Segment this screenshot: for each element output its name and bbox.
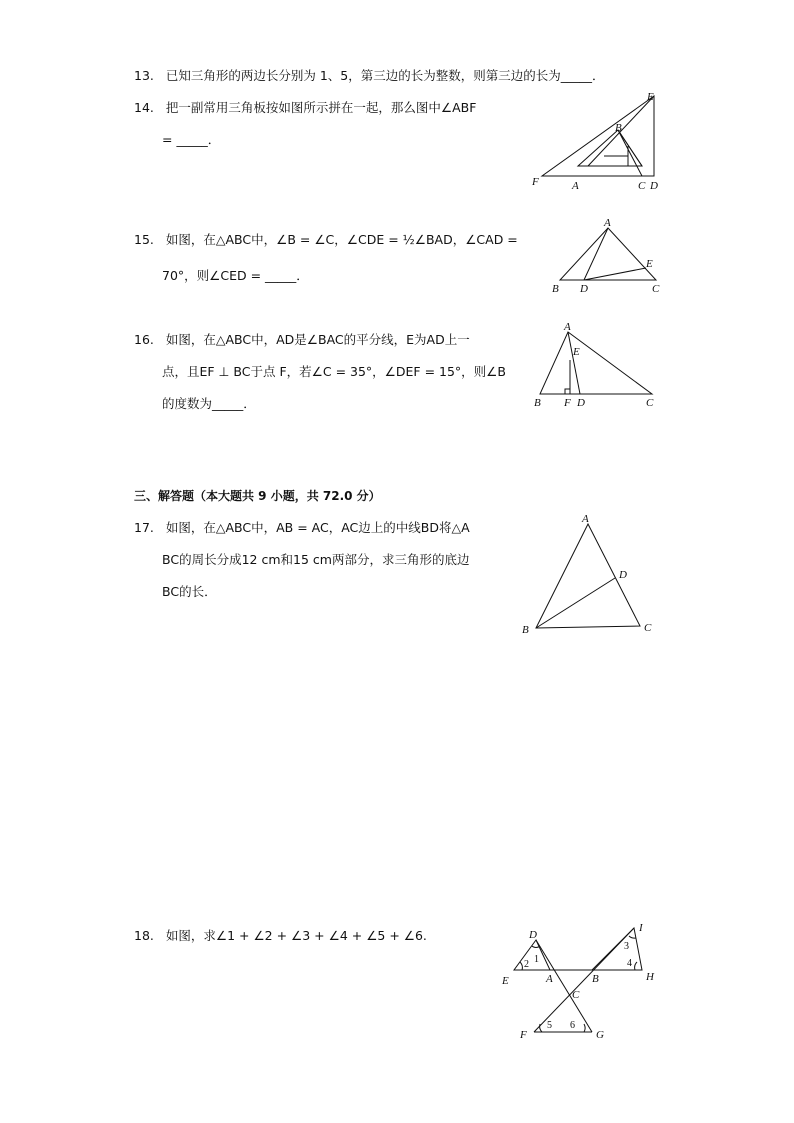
question-15 [134, 232, 518, 248]
median-bd [536, 578, 615, 628]
triangle-abc [560, 228, 656, 280]
label-A: A [604, 217, 611, 229]
question-text: 如图，在△ABC中，AD是∠BAC的平分线，E为AD上一 [165, 332, 470, 347]
question-text: 已知三角形的两边长分别为 1、5，第三边的长为整数，则第三边的长为_____． [165, 68, 605, 83]
question-number: 15. [134, 232, 154, 247]
label-C: C [646, 397, 654, 409]
question-17-line3 [162, 584, 217, 600]
segment [618, 130, 642, 166]
label-3: 3 [624, 941, 629, 952]
angle-arc-4 [635, 962, 637, 970]
segment [618, 130, 642, 176]
label-H: H [646, 971, 654, 983]
angle-arc-3 [629, 936, 636, 938]
question-number: 14. [134, 100, 154, 115]
question-16-line2 [162, 364, 506, 380]
label-F: F [532, 176, 539, 188]
label-E: E [647, 91, 654, 103]
label-D: D [529, 929, 537, 941]
question-number: 18. [134, 928, 154, 943]
label-B: B [615, 122, 622, 134]
question-number: 13. [134, 68, 154, 83]
right-angle-mark [565, 389, 570, 394]
question-13 [134, 68, 605, 84]
question-18 [134, 928, 427, 944]
label-D: D [619, 569, 627, 581]
question-text: 的度数为_____． [162, 396, 256, 411]
segment-ad [584, 228, 608, 280]
question-text: 把一副常用三角板按如图所示拼在一起，那么图中∠ABF [165, 100, 477, 115]
label-D: D [580, 283, 588, 295]
label-F: F [520, 1029, 527, 1041]
label-B: B [592, 973, 599, 985]
label-C: C [638, 180, 646, 192]
question-17 [134, 520, 470, 536]
label-E: E [573, 346, 580, 358]
angle-arc-2 [520, 962, 522, 970]
label-F: F [564, 397, 571, 409]
label-C: C [644, 622, 652, 634]
question-text: 如图，在△ABC中，AB = AC，AC边上的中线BD将△A [165, 520, 470, 535]
label-C: C [652, 283, 660, 295]
label-A: A [572, 180, 579, 192]
question-14 [134, 100, 476, 116]
question-16-line3 [162, 396, 256, 412]
question-text: BC的周长分成12 cm和15 cm两部分，求三角形的底边 [162, 552, 470, 567]
label-B: B [522, 624, 529, 636]
figure-q17-triangle [518, 512, 668, 642]
angle-arc-6 [584, 1024, 585, 1032]
label-1: 1 [534, 954, 539, 965]
segment-de [584, 268, 646, 280]
question-number: 17. [134, 520, 154, 535]
label-C: C [572, 989, 580, 1001]
question-15-line2 [162, 268, 309, 284]
label-E: E [646, 258, 653, 270]
label-E: E [502, 975, 509, 987]
label-D: D [577, 397, 585, 409]
question-text: BC的长． [162, 584, 217, 599]
question-text: 如图，在△ABC中，∠B = ∠C，∠CDE = ½∠BAD，∠CAD = [165, 232, 518, 247]
triangle-fde [542, 96, 654, 176]
line-dg [536, 940, 592, 1032]
figure-q18-three-triangles [498, 920, 668, 1040]
question-text: 70°，则∠CED = _____． [162, 268, 309, 283]
label-2: 2 [524, 959, 529, 970]
label-4: 4 [627, 958, 632, 969]
question-16 [134, 332, 470, 348]
label-G: G [596, 1029, 604, 1041]
triangle-acb [578, 130, 642, 166]
question-text: = _____． [162, 132, 221, 147]
question-text: 如图，求∠1 + ∠2 + ∠3 + ∠4 + ∠5 + ∠6. [165, 928, 427, 943]
figure-q15-triangle [548, 218, 668, 298]
label-I: I [639, 922, 643, 934]
question-17-line2 [162, 552, 469, 568]
figure-q14-set-squares [528, 90, 668, 190]
label-B: B [552, 283, 559, 295]
question-number: 16. [134, 332, 154, 347]
label-A: A [564, 321, 571, 333]
triangle-abc [540, 332, 652, 394]
label-5: 5 [547, 1020, 552, 1031]
question-14-line2 [162, 132, 220, 148]
section-title: 三、解答题（本大题共 9 小题，共 72.0 分） [134, 489, 381, 503]
figure-q16-triangle [530, 322, 660, 412]
label-D: D [650, 180, 658, 192]
label-6: 6 [570, 1020, 575, 1031]
question-text: 点，且EF ⊥ BC于点 F，若∠C = 35°，∠DEF = 15°，则∠B [162, 364, 506, 379]
label-B: B [534, 397, 541, 409]
label-A: A [582, 513, 589, 525]
label-A: A [546, 973, 553, 985]
